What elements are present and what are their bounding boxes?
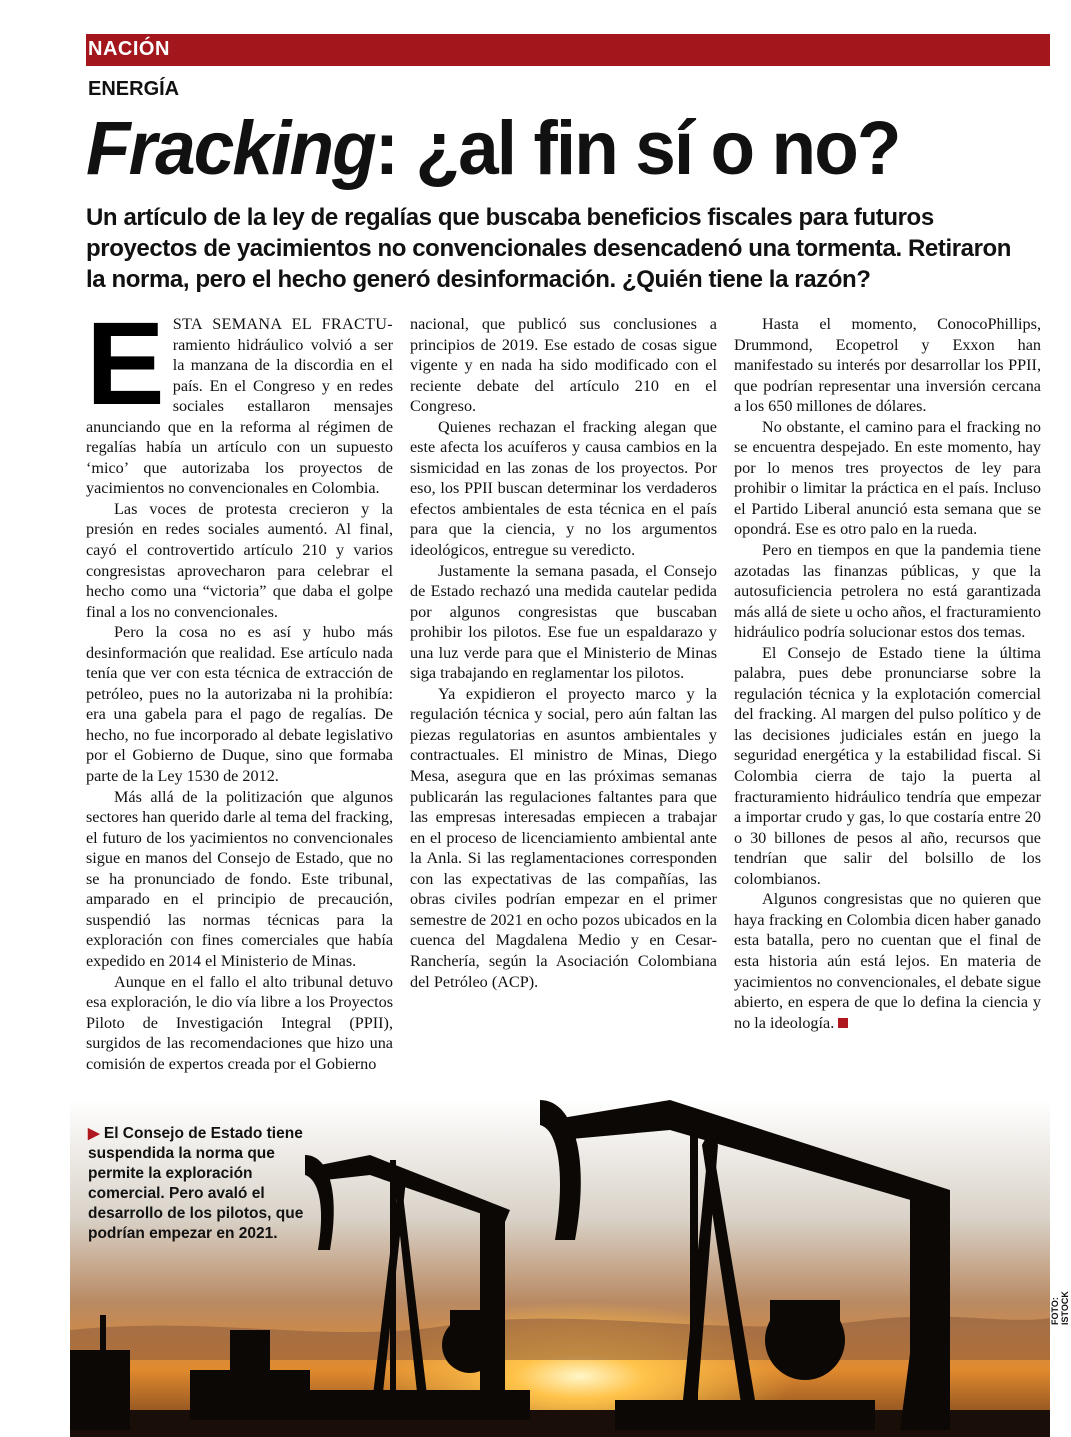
paragraph-13: [734, 889, 1041, 1033]
paragraph-9: Hasta el momento, ConocoPhillips, Drummond, Ecopetrol y Exxon han manifestado su interés por desarrollar los PPII, que podrían representar una inversión cercana a los 650 millones de dólares.: [734, 315, 1041, 416]
paragraph-6: Quienes rechazan el fracking alegan que este afecta los acuíferos y causa cambios en la sismicidad en las zonas de los proyectos. Por eso, los PPII buscan determinar los verdaderos efectos ambientales de esta técnica en el país para que la ciencia, y no los argumentos ideológicos, entregue su veredicto.: [410, 417, 717, 560]
headline: [86, 104, 899, 194]
kicker: ENERGÍA: [88, 78, 180, 100]
paragraph-5-cont: nacional, que publicó sus conclusiones a principios de 2019. Ese estado de cosas sigue vigente y en nada ha sido modificado con el reciente debate del artículo 210 en el Congreso.: [410, 315, 717, 416]
photo-caption: [88, 1124, 328, 1244]
paragraph-8: Ya expidieron el proyecto marco y la regulación técnica y social, pero aún faltan las piezas regulatorias en asuntos ambientales y contractuales. El ministro de Minas, Diego Mesa, asegura que en las próximas semanas publicarán las regulaciones faltantes para que las empresas interesadas empiecen a trabajar en el proceso de licenciamiento ambiental ante la Anla. Si las reglamentaciones corresponden con las expectativas de las compañías, las obras civiles podrían empezar en el primer semestre de 2021 en ocho pozos ubicados en la cuenca del Magdalena Medio y en Cesar-Ranchería, según la Asociación Colombiana del Petróleo (ACP).: [410, 684, 717, 991]
paragraph-5: Aunque en el fallo el alto tribunal detuvo esa exploración, le dio vía libre a los Proyectos Piloto de Investigación Integral (PPII), surgidos de las recomendaciones que hizo una comisión de expertos creada por el Gobierno: [86, 972, 393, 1073]
deck: Un artículo de la ley de regalías que buscaba beneficios fiscales para futuros proyectos de yacimientos no convencionales desencadenó una tormenta. Retiraron la norma, pero el hecho generó desinformación. ¿Quién tiene la razón?: [86, 204, 1012, 293]
paragraph-10: No obstante, el camino para el fracking no se encuentra despejado. En este momento, hay por lo menos tres proyectos de ley para prohibir o limitar la práctica en el país. Incluso el Partido Liberal anunció esta semana que se opondrá. Ese es otro palo en la rueda.: [734, 417, 1041, 539]
paragraph-3: Pero la cosa no es así y hubo más desinformación que realidad. Ese artículo nada tenía que ver con esta técnica de extracción de petróleo, pues no la autorizaba ni la prohibía: era una gabela para el pago de regalías. De hecho, no fue incorporado al debate legislativo por el Gobierno de Duque, sino que formaba parte de la Ley 1530 de 2012.: [86, 623, 393, 786]
end-mark-icon: [838, 1018, 848, 1028]
paragraph-7: Justamente la semana pasada, el Consejo de Estado rechazó una medida cautelar pedida por algunos congresistas que buscaban prohibir los pilotos. Ese fue un espaldarazo y una luz verde para que el Ministerio de Minas siga trabajando en reglamentar los pilotos.: [410, 561, 717, 683]
paragraph-11: Pero en tiempos en que la pandemia tiene azotadas las finanzas públicas, y que la autosuficiencia petrolera no está garantizada más allá de siete u ocho años, el fracturamiento hidráulico podría solucionar estos dos temas.: [734, 541, 1041, 642]
photo-credit: FOTO: ISTOCK: [1050, 1291, 1070, 1325]
paragraph-4: Más allá de la politización que algunos sectores han querido darle al tema del fracking, el futuro de los yacimientos no convencionales sigue en manos del Consejo de Estado, que no se ha pronunciado de fondo. Este tribunal, amparado en el principio de precaución, suspendió las normas técnicas para la exploración con fines comerciales que había expedido en 2014 el Ministerio de Minas.: [86, 787, 393, 970]
headline-italic-word: Fracking: [86, 106, 375, 191]
lead-paragraph: [86, 314, 393, 499]
section-bar: [86, 34, 1050, 66]
paragraph-12: El Consejo de Estado tiene la última palabra, pues debe pronunciarse sobre la regulación técnica y la explotación comercial del fracking. Al margen del pulso político y de las decisiones judiciales están en juego la seguridad energética y la estabilidad fiscal. Si Colombia cierra de tajo la puerta al fracturamiento hidráulico tendría que empezar a importar crudo y gas, lo que costaría entre 20 o 30 billones de pesos al año, recursos que tendrían que salir del bolsillo de los colombianos.: [734, 643, 1041, 888]
paragraph-2: Las voces de protesta crecieron y la presión en redes sociales aumentó. Al final, cayó el controvertido artículo 210 y varios congresistas aprovecharon para celebrar el hecho como una “victoria” que daba el golpe final a los no convencionales.: [86, 499, 393, 621]
paragraph-13-text: Algunos congresistas que no quieren que haya fracking en Colombia dicen haber ganado esta batalla, pero no cuentan que el final de esta historia aún está lejos. En materia de yacimientos no convencionales, el debate sigue abierto, en espera de que lo defina la ciencia y no la ideología.: [734, 890, 1041, 1032]
dropcap: E: [86, 314, 165, 430]
caption-arrow-icon: ▶: [88, 1125, 100, 1142]
caption-text: El Consejo de Estado tiene suspendida la norma que permite la exploración comercial. Pero avaló el desarrollo de los pilotos, que podrían empezar en 2021.: [88, 1125, 304, 1242]
column-3: [734, 314, 1041, 1090]
column-1: [86, 314, 393, 1090]
paragraph-1: ramiento hidráulico volvió a ser la manzana de la discordia en el país. En el Congreso y en redes sociales estallaron mensajes anunciando que en la reforma al régimen de regalías había un artículo con un supuesto ‘mico’ que autorizaba los proyectos de yacimientos no convencionales en Colombia.: [86, 335, 393, 498]
section-label: NACIÓN: [88, 38, 170, 60]
column-2-body: [410, 314, 717, 1090]
lead-caps: STA SEMANA EL FRACTU-: [172, 315, 393, 333]
headline-rest: : ¿al fin sí o no?: [374, 106, 900, 191]
